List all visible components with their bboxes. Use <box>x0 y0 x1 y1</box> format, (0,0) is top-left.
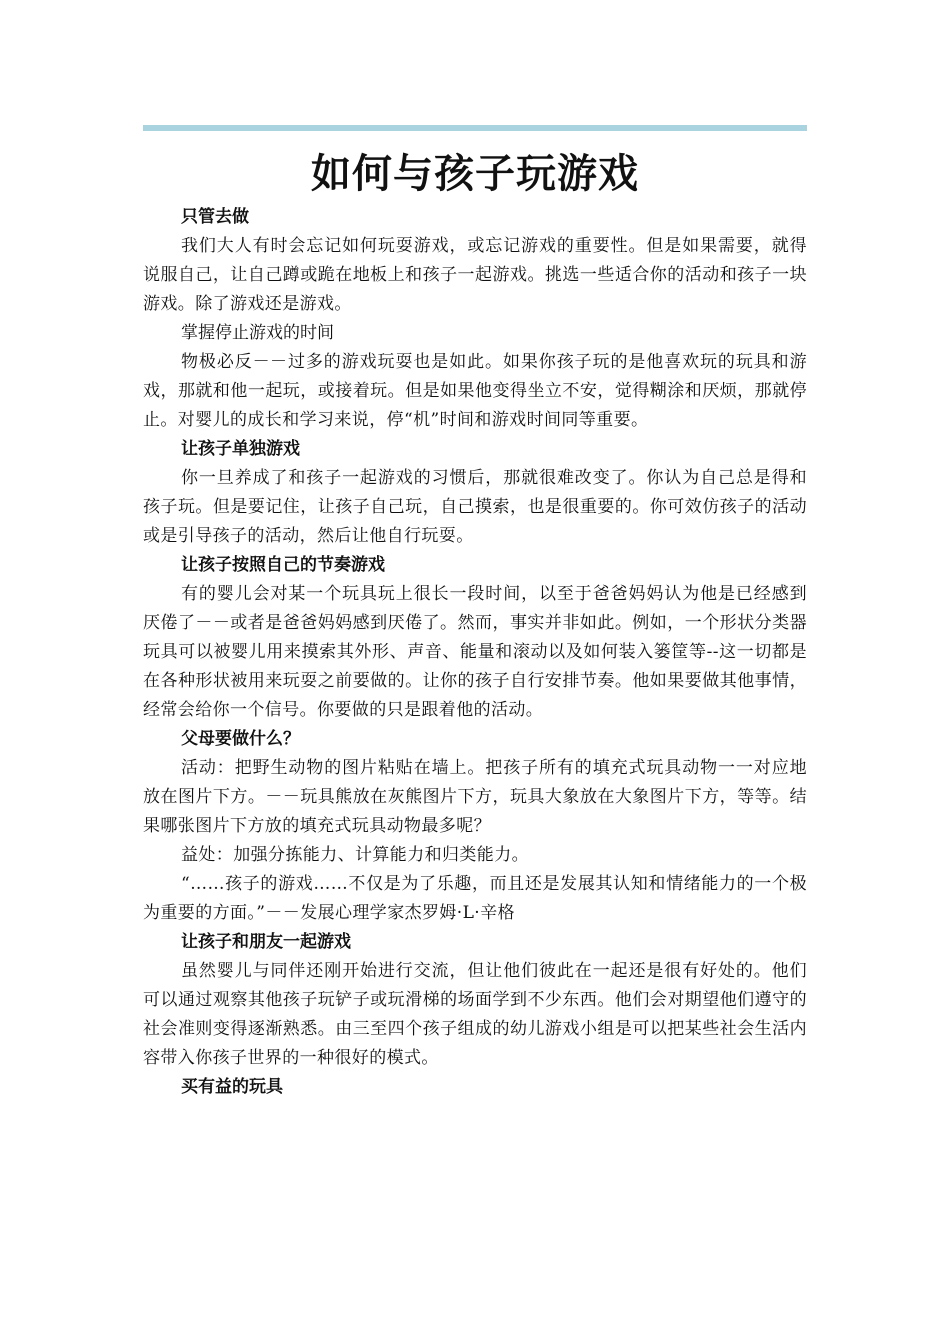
section-heading-parents-role: 父母要做什么？ <box>181 729 300 749</box>
paragraph: 有的婴儿会对某一个玩具玩上很长一段时间，以至于爸爸妈妈认为他是已经感到厌倦了－－或者是爸爸妈妈感到厌倦了。然而，事实并非如此。例如，一个形状分类器玩具可以被婴儿用来摸索其外形、声音、能量和滚动以及如何装入篓筐等--这一切都是在各种形状被用来玩耍之前要做的。让你的孩子自行安排节奏。他如果要做其他事情，经常会给你一个信号。你要做的只是跟着他的活动。 <box>143 584 807 720</box>
paragraph: 你一旦养成了和孩子一起游戏的习惯后，那就很难改变了。你认为自己总是得和孩子玩。但是要记住，让孩子自己玩，自己摸索，也是很重要的。你可效仿孩子的活动或是引导孩子的活动，然后让他自行玩耍。 <box>143 468 807 546</box>
paragraph: 物极必反－－过多的游戏玩耍也是如此。如果你孩子玩的是他喜欢玩的玩具和游戏，那就和他一起玩，或接着玩。但是如果他变得坐立不安，觉得糊涂和厌烦，那就停止。对婴儿的成长和学习来说，停“机”时间和游戏时间同等重要。 <box>143 352 807 430</box>
paragraph: 活动：把野生动物的图片粘贴在墙上。把孩子所有的填充式玩具动物一一对应地放在图片下方。－－玩具熊放在灰熊图片下方，玩具大象放在大象图片下方，等等。结果哪张图片下方放的填充式玩具动物最多呢？ <box>143 758 807 836</box>
section-heading-when-to-stop: 掌握停止游戏的时间 <box>181 323 334 343</box>
section-heading-play-alone: 让孩子单独游戏 <box>181 439 300 459</box>
title-rule <box>143 125 807 131</box>
section-heading-play-with-friends: 让孩子和朋友一起游戏 <box>181 932 351 952</box>
section-heading-own-pace: 让孩子按照自己的节奏游戏 <box>181 555 385 575</box>
paragraph: 虽然婴儿与同伴还刚开始进行交流，但让他们彼此在一起还是很有好处的。他们可以通过观察其他孩子玩铲子或玩滑梯的场面学到不少东西。他们会对期望他们遵守的社会准则变得逐渐熟悉。由三至四个孩子组成的幼儿游戏小组是可以把某些社会生活内容带入你孩子世界的一种很好的模式。 <box>143 961 807 1068</box>
section-heading-buy-toys: 买有益的玩具 <box>181 1077 283 1097</box>
paragraph: 我们大人有时会忘记如何玩耍游戏，或忘记游戏的重要性。但是如果需要，就得说服自己，让自己蹲或跪在地板上和孩子一起游戏。挑选一些适合你的活动和孩子一块游戏。除了游戏还是游戏。 <box>143 236 807 314</box>
document-body <box>143 203 807 1102</box>
paragraph: 益处：加强分拣能力、计算能力和归类能力。 <box>181 845 529 865</box>
section-heading-just-do-it: 只管去做 <box>181 207 249 227</box>
document-title: 如何与孩子玩游戏 <box>311 150 639 197</box>
quote-paragraph: “……孩子的游戏……不仅是为了乐趣，而且还是发展其认知和情绪能力的一个极为重要的方面。”－－发展心理学家杰罗姆·L·辛格 <box>143 874 807 923</box>
